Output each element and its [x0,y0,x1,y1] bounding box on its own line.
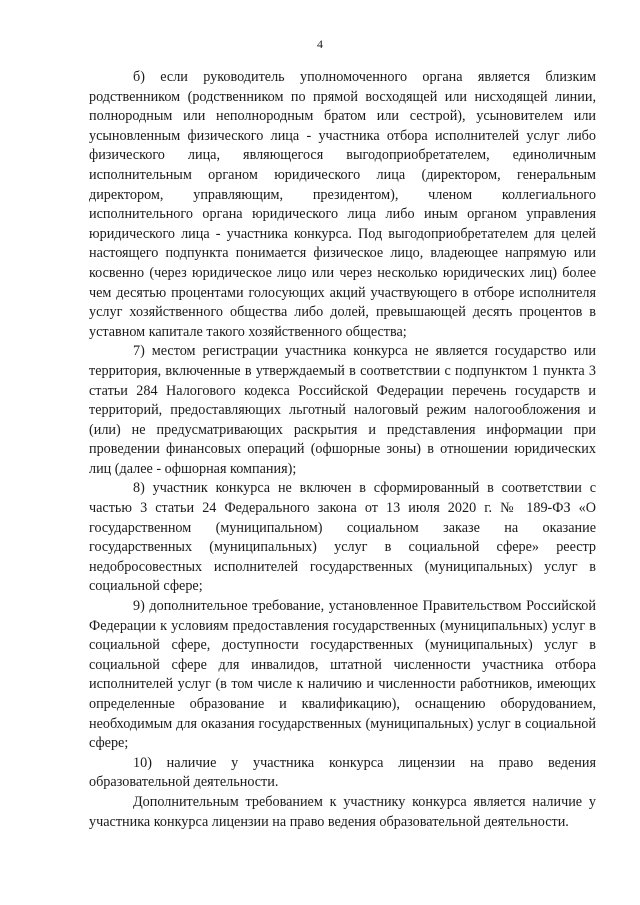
paragraph-7-offshore-registration: 7) местом регистрации участника конкурса не является государство или территория, включенные в утверждаемый в соответствии с подпунктом 1 пункта 3 статьи 284 Налогового кодекса Российской Федерации перечень государств и территорий, предоставляющих льготный налоговый режим налогообложения и (или) не предусматривающих раскрытия и представления информации при проведении финансовых операций (офшорные зоны) в отношении юридических лиц (далее - офшорная компания); [89,343,596,477]
paragraph-b-close-relative: б) если руководитель уполномоченного органа является близким родственником (родственником по прямой восходящей или нисходящей линии, полнородным или неполнородным братом или сестрой), усыновителем или усыновленным физического лица - участника отбора исполнителей услуг либо физического лица, являющегося выгодоприобретателем, единоличным исполнительным органом юридического лица (директором, генеральным директором, управляющим, президентом), членом коллегиального исполнительного органа юридического лица либо иным органом управления юридического лица - участника конкурса. Под выгодоприобретателем для целей настоящего подпункта понимается физическое лицо, владеющее напрямую или косвенно (через юридическое лицо или через несколько юридических лиц) более чем десятью процентами голосующих акций участвующего в отборе исполнителя услуг хозяйственного общества либо долей, превышающей десять процентов в уставном капитале такого хозяйственного общества; [89,69,596,340]
paragraph-9-additional-requirement: 9) дополнительное требование, установленное Правительством Российской Федерации к условиям предоставления государственных (муниципальных) услуг в социальной сфере, доступности государственных (муниципальных) услуг в социальной сфере для инвалидов, штатной численности участника отбора исполнителей услуг (в том числе к наличию и численности работников, имеющих определенные образование и квалификацию), оснащению оборудованием, необходимым для оказания государственных (муниципальных) услуг в социальной сфере; [89,598,596,752]
document-body [89,68,596,832]
paragraph-additional-license-requirement: Дополнительным требованием к участнику конкурса является наличие у участника конкурса лицензии на право ведения образовательной деятельности. [89,793,596,830]
page-number: 4 [317,37,323,51]
paragraph-10-license: 10) наличие у участника конкурса лицензии на право ведения образовательной деятельности. [89,754,596,791]
paragraph-8-unreliable-registry: 8) участник конкурса не включен в сформированный в соответствии с частью 3 статьи 24 Федерального закона от 13 июля 2020 г. № 189-ФЗ «О государственном (муниципальном) социальном заказе на оказание государственных (муниципальных) услуг в социальной сфере» реестр недобросовестных исполнителей государственных (муниципальных) услуг в социальной сфере; [89,480,596,595]
